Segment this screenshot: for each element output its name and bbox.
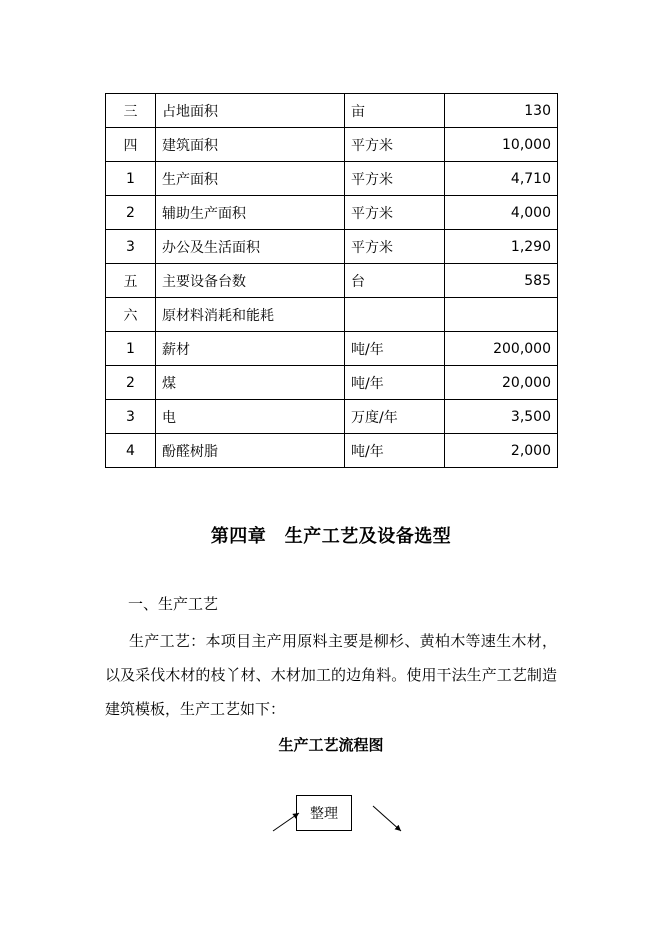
row-value: 10,000 xyxy=(445,128,558,162)
row-value: 3,500 xyxy=(445,400,558,434)
row-item: 原材料消耗和能耗 xyxy=(156,298,345,332)
row-index: 1 xyxy=(106,332,156,366)
row-item: 薪材 xyxy=(156,332,345,366)
row-value: 585 xyxy=(445,264,558,298)
row-unit: 平方米 xyxy=(345,196,445,230)
row-unit: 吨/年 xyxy=(345,332,445,366)
row-value: 20,000 xyxy=(445,366,558,400)
row-value: 4,000 xyxy=(445,196,558,230)
body-paragraph: 生产工艺：本项目主产用原料主要是柳杉、黄柏木等速生木材，以及采伐木材的枝丫材、木材加工的边角料。使用干法生产工艺制造建筑模板，生产工艺如下： xyxy=(105,632,557,718)
row-unit: 台 xyxy=(345,264,445,298)
row-item: 辅助生产面积 xyxy=(156,196,345,230)
row-index: 四 xyxy=(106,128,156,162)
row-item: 电 xyxy=(156,400,345,434)
row-unit: 平方米 xyxy=(345,128,445,162)
section-heading: 一、生产工艺 xyxy=(128,595,219,613)
row-index: 五 xyxy=(106,264,156,298)
row-unit: 吨/年 xyxy=(345,434,445,468)
row-index: 4 xyxy=(106,434,156,468)
flow-box-arrange: 整理 xyxy=(296,795,352,831)
row-unit: 平方米 xyxy=(345,230,445,264)
row-index: 1 xyxy=(106,162,156,196)
row-item: 煤 xyxy=(156,366,345,400)
row-value: 4,710 xyxy=(445,162,558,196)
chapter-title: 第四章 生产工艺及设备选型 xyxy=(210,526,452,547)
row-unit: 平方米 xyxy=(345,162,445,196)
row-value: 1,290 xyxy=(445,230,558,264)
row-index: 六 xyxy=(106,298,156,332)
row-index: 三 xyxy=(106,94,156,128)
row-item: 生产面积 xyxy=(156,162,345,196)
row-value: 200,000 xyxy=(445,332,558,366)
figure-title: 生产工艺流程图 xyxy=(278,736,384,754)
row-item: 主要设备台数 xyxy=(156,264,345,298)
flow-arrow-out xyxy=(373,806,401,831)
row-value: 2,000 xyxy=(445,434,558,468)
row-item: 酚醛树脂 xyxy=(156,434,345,468)
row-unit: 亩 xyxy=(345,94,445,128)
row-item: 办公及生活面积 xyxy=(156,230,345,264)
row-value: 130 xyxy=(445,94,558,128)
row-item: 占地面积 xyxy=(156,94,345,128)
row-unit: 万度/年 xyxy=(345,400,445,434)
row-unit: 吨/年 xyxy=(345,366,445,400)
row-index: 3 xyxy=(106,230,156,264)
row-item: 建筑面积 xyxy=(156,128,345,162)
row-index: 2 xyxy=(106,366,156,400)
row-index: 3 xyxy=(106,400,156,434)
row-index: 2 xyxy=(106,196,156,230)
